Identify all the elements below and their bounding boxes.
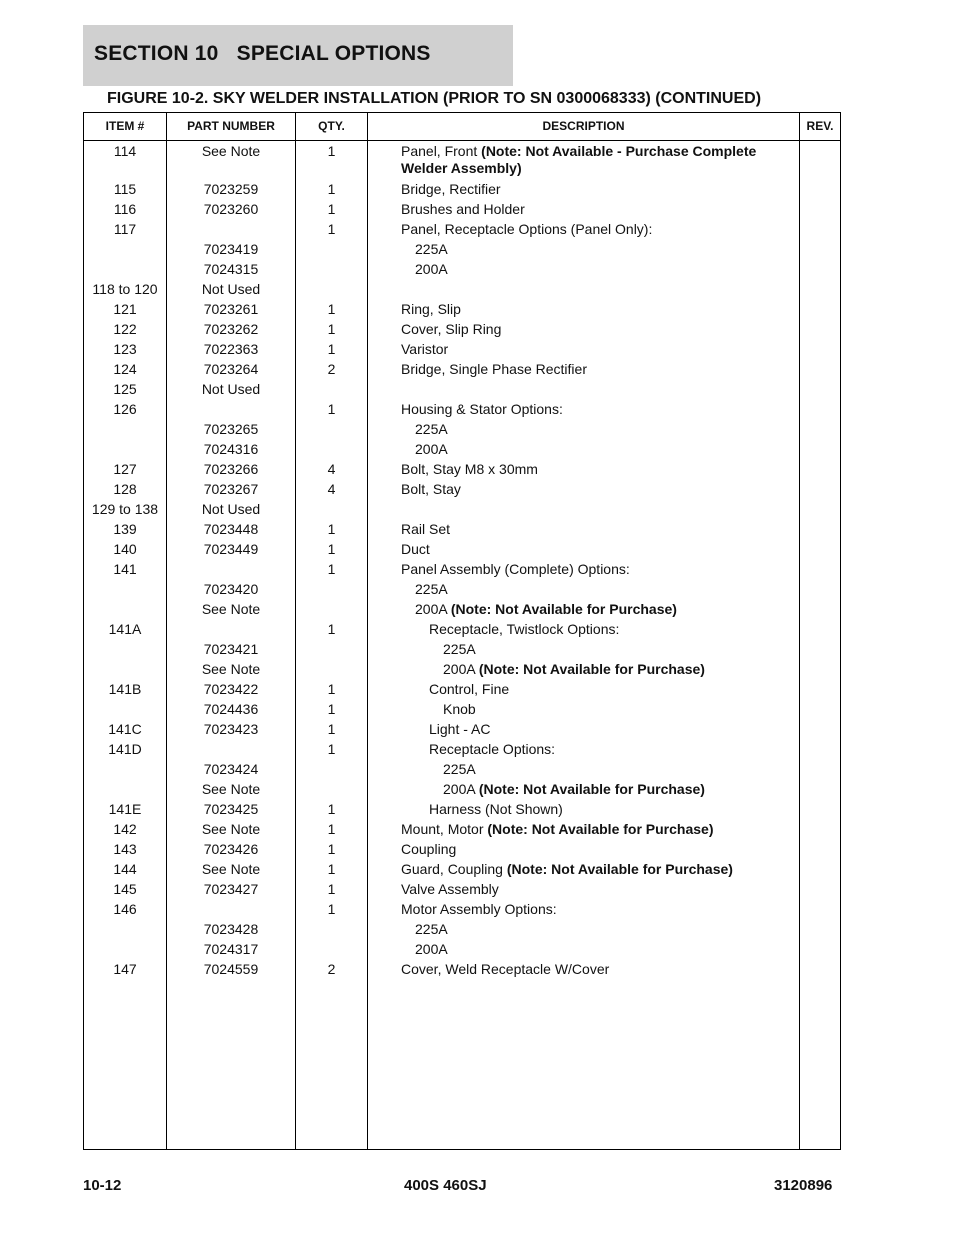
description-text: Mount, Motor — [401, 821, 488, 837]
description-text: Harness (Not Shown) — [429, 801, 563, 817]
table-row — [84, 279, 840, 299]
item-number: 116 — [113, 201, 137, 217]
parts-table — [83, 112, 841, 1150]
header-item: ITEM # — [105, 119, 145, 133]
description — [401, 219, 796, 238]
quantity: 4 — [327, 481, 336, 497]
table-row — [84, 599, 840, 619]
description — [401, 259, 810, 278]
description-text: Guard, Coupling — [401, 861, 507, 877]
description-text: Coupling — [401, 841, 457, 857]
description-text: 225A — [415, 921, 448, 937]
description-text: Varistor — [401, 341, 449, 357]
part-number: 7023267 — [203, 481, 259, 497]
description — [401, 279, 796, 281]
part-number: 7024317 — [203, 941, 259, 957]
item-number: 140 — [113, 541, 137, 557]
item-number: 127 — [113, 461, 137, 477]
description-text: 225A — [415, 421, 448, 437]
description — [401, 699, 838, 718]
description-text: Bolt, Stay M8 x 30mm — [401, 461, 538, 477]
description-text: Knob — [443, 701, 476, 717]
description — [401, 399, 796, 418]
description-text: Control, Fine — [429, 681, 510, 697]
quantity: 1 — [327, 881, 336, 897]
part-number: Not Used — [201, 501, 261, 517]
description — [401, 779, 838, 798]
item-number: 146 — [113, 901, 137, 917]
description-text: Cover, Weld Receptacle W/Cover — [401, 961, 610, 977]
table-row — [84, 579, 840, 599]
table-row — [84, 939, 840, 959]
table-row — [84, 199, 840, 219]
part-number: 7023262 — [203, 321, 259, 337]
table-row — [84, 639, 840, 659]
part-number: 7023261 — [203, 301, 259, 317]
description — [401, 539, 796, 558]
item-number: 141C — [108, 721, 142, 737]
header-description: DESCRIPTION — [542, 119, 625, 133]
part-number: See Note — [201, 601, 261, 617]
table-row — [84, 379, 840, 399]
table-row — [84, 959, 840, 979]
part-number: 7023425 — [203, 801, 259, 817]
part-number: 7023427 — [203, 881, 259, 897]
item-number: 141B — [108, 681, 142, 697]
description-note: (Note: Not Available for Purchase) — [506, 861, 733, 877]
part-number: 7023420 — [203, 581, 259, 597]
item-number: 144 — [113, 861, 137, 877]
description-text: Panel Assembly (Complete) Options: — [401, 561, 630, 577]
description — [401, 319, 796, 338]
table-row — [84, 141, 840, 179]
description-text: 225A — [415, 581, 448, 597]
footer-page-number: 10-12 — [83, 1177, 122, 1194]
item-number: 123 — [113, 341, 137, 357]
table-row — [84, 339, 840, 359]
table-row — [84, 479, 840, 499]
description-text: 200A — [415, 601, 451, 617]
description — [401, 459, 796, 478]
quantity: 1 — [327, 201, 336, 217]
quantity: 1 — [327, 301, 336, 317]
description — [401, 559, 796, 578]
item-number: 121 — [113, 301, 137, 317]
section-title: SECTION 10 SPECIAL OPTIONS — [94, 42, 431, 65]
description-text: 200A — [415, 941, 448, 957]
table-row — [84, 719, 840, 739]
table-row — [84, 819, 840, 839]
table-row — [84, 879, 840, 899]
item-number: 147 — [113, 961, 137, 977]
quantity: 1 — [327, 841, 336, 857]
item-number: 142 — [113, 821, 137, 837]
part-number: 7023419 — [203, 241, 259, 257]
item-number: 125 — [113, 381, 137, 397]
description-text: Bridge, Single Phase Rectifier — [401, 361, 587, 377]
description-text: 200A — [443, 661, 479, 677]
description — [401, 739, 824, 758]
table-row — [84, 299, 840, 319]
description-text: 225A — [443, 761, 476, 777]
description-note: (Note: Not Available for Purchase) — [478, 781, 705, 797]
description — [401, 959, 796, 978]
description-text: 225A — [443, 641, 476, 657]
description — [401, 479, 796, 498]
quantity: 4 — [327, 461, 336, 477]
item-number: 141E — [108, 801, 142, 817]
description — [401, 339, 796, 358]
description — [401, 679, 824, 698]
table-row — [84, 399, 840, 419]
table-row — [84, 759, 840, 779]
quantity: 1 — [327, 561, 336, 577]
table-row — [84, 679, 840, 699]
quantity: 1 — [327, 741, 336, 757]
description-text: Duct — [401, 541, 430, 557]
description — [401, 419, 810, 438]
item-number: 126 — [113, 401, 137, 417]
description-text: 200A — [415, 441, 448, 457]
figure-title: FIGURE 10-2. SKY WELDER INSTALLATION (PRIOR TO SN 0300068333) (CONTINUED) — [107, 90, 762, 107]
item-number: 129 to 138 — [91, 501, 159, 517]
item-number: 115 — [113, 181, 137, 197]
table-row — [84, 439, 840, 459]
description-note: (Note: Not Available for Purchase) — [487, 821, 714, 837]
description-text: Panel, Receptacle Options (Panel Only): — [401, 221, 653, 237]
description — [401, 579, 810, 598]
description — [401, 359, 796, 378]
description-text: Cover, Slip Ring — [401, 321, 502, 337]
description — [401, 379, 796, 381]
description-text: Receptacle Options: — [429, 741, 556, 757]
quantity: 1 — [327, 801, 336, 817]
item-number: 139 — [113, 521, 137, 537]
table-row — [84, 619, 840, 639]
description — [401, 919, 810, 938]
description — [401, 799, 824, 818]
description-text: Ring, Slip — [401, 301, 461, 317]
description — [401, 639, 838, 658]
table-row — [84, 699, 840, 719]
part-number: See Note — [201, 861, 261, 877]
table-row — [84, 239, 840, 259]
quantity: 1 — [327, 341, 336, 357]
description — [401, 199, 796, 218]
quantity: 1 — [327, 221, 336, 237]
table-row — [84, 739, 840, 759]
description-text: Panel, Front — [401, 143, 482, 159]
description-text: Light - AC — [429, 721, 491, 737]
quantity: 1 — [327, 901, 336, 917]
table-row — [84, 559, 840, 579]
description-text: Valve Assembly — [401, 881, 499, 897]
table-row — [84, 319, 840, 339]
table-row — [84, 899, 840, 919]
quantity: 1 — [327, 521, 336, 537]
quantity: 1 — [327, 621, 336, 637]
part-number: 7023428 — [203, 921, 259, 937]
description-text: Receptacle, Twistlock Options: — [429, 621, 620, 637]
item-number: 122 — [113, 321, 137, 337]
description — [401, 519, 796, 538]
table-row — [84, 799, 840, 819]
item-number: 128 — [113, 481, 137, 497]
description — [401, 599, 810, 618]
description — [401, 439, 810, 458]
description — [401, 859, 796, 878]
table-row — [84, 259, 840, 279]
table-row — [84, 359, 840, 379]
description — [401, 899, 796, 918]
table-row — [84, 499, 840, 519]
table-body — [84, 141, 840, 979]
item-number: 143 — [113, 841, 137, 857]
quantity: 1 — [327, 721, 336, 737]
quantity: 1 — [327, 541, 336, 557]
table-row — [84, 519, 840, 539]
description-text: Housing & Stator Options: — [401, 401, 563, 417]
header-part-number: PART NUMBER — [187, 119, 275, 133]
part-number: 7023266 — [203, 461, 259, 477]
description-text: 225A — [415, 241, 448, 257]
description-text: Motor Assembly Options: — [401, 901, 557, 917]
part-number: See Note — [201, 821, 261, 837]
description — [401, 141, 796, 179]
part-number: 7023424 — [203, 761, 259, 777]
part-number: 7024436 — [203, 701, 259, 717]
table-row — [84, 859, 840, 879]
description-text: Bridge, Rectifier — [401, 181, 501, 197]
table-row — [84, 919, 840, 939]
description — [401, 719, 824, 738]
item-number: 114 — [113, 143, 137, 159]
description — [401, 179, 796, 198]
item-number: 145 — [113, 881, 137, 897]
part-number: Not Used — [201, 381, 261, 397]
table-row — [84, 659, 840, 679]
part-number: Not Used — [201, 281, 261, 297]
quantity: 1 — [327, 861, 336, 877]
description — [401, 819, 796, 838]
item-number: 124 — [113, 361, 137, 377]
part-number: See Note — [201, 781, 261, 797]
part-number: 7023423 — [203, 721, 259, 737]
description-note: (Note: Not Available for Purchase) — [450, 601, 677, 617]
description — [401, 299, 796, 318]
description-text: Bolt, Stay — [401, 481, 461, 497]
part-number: 7023448 — [203, 521, 259, 537]
description-text: 200A — [415, 261, 448, 277]
footer-doc-number: 3120896 — [774, 1177, 833, 1194]
description-note: (Note: Not Available - Purchase Complete Welder Assembly) — [401, 143, 757, 176]
part-number: 7023426 — [203, 841, 259, 857]
description — [401, 499, 796, 501]
item-number: 117 — [113, 221, 137, 237]
description-text: Rail Set — [401, 521, 451, 537]
part-number: 7022363 — [203, 341, 259, 357]
part-number: 7023259 — [203, 181, 259, 197]
part-number: 7023264 — [203, 361, 259, 377]
quantity: 1 — [327, 701, 336, 717]
part-number: See Note — [201, 143, 261, 159]
quantity: 2 — [327, 961, 336, 977]
item-number: 141D — [108, 741, 142, 757]
description-text: 200A — [443, 781, 479, 797]
item-number: 141A — [108, 621, 142, 637]
description — [401, 619, 824, 638]
part-number: 7023449 — [203, 541, 259, 557]
table-row — [84, 539, 840, 559]
quantity: 1 — [327, 681, 336, 697]
description — [401, 839, 796, 858]
description-note: (Note: Not Available for Purchase) — [478, 661, 705, 677]
part-number: 7024315 — [203, 261, 259, 277]
description — [401, 759, 838, 778]
item-number: 118 to 120 — [92, 281, 158, 297]
part-number: 7024559 — [203, 961, 259, 977]
description — [401, 879, 796, 898]
part-number: 7023421 — [203, 641, 259, 657]
header-qty: QTY. — [318, 119, 345, 133]
quantity: 1 — [327, 401, 336, 417]
section-banner — [83, 25, 513, 86]
table-row — [84, 419, 840, 439]
table-row — [84, 219, 840, 239]
part-number: 7023260 — [203, 201, 259, 217]
description-text: Brushes and Holder — [401, 201, 525, 217]
table-row — [84, 839, 840, 859]
part-number: See Note — [201, 661, 261, 677]
description — [401, 939, 810, 958]
part-number: 7023265 — [203, 421, 259, 437]
part-number: 7023422 — [203, 681, 259, 697]
item-number: 141 — [113, 561, 137, 577]
footer-model: 400S 460SJ — [404, 1177, 487, 1194]
quantity: 1 — [327, 821, 336, 837]
description — [401, 659, 838, 678]
header-rev: REV. — [806, 119, 834, 133]
quantity: 2 — [327, 361, 336, 377]
quantity: 1 — [327, 181, 336, 197]
table-row — [84, 779, 840, 799]
part-number: 7024316 — [203, 441, 259, 457]
description — [401, 239, 810, 258]
quantity: 1 — [327, 321, 336, 337]
table-row — [84, 459, 840, 479]
quantity: 1 — [327, 143, 336, 159]
table-row — [84, 179, 840, 199]
